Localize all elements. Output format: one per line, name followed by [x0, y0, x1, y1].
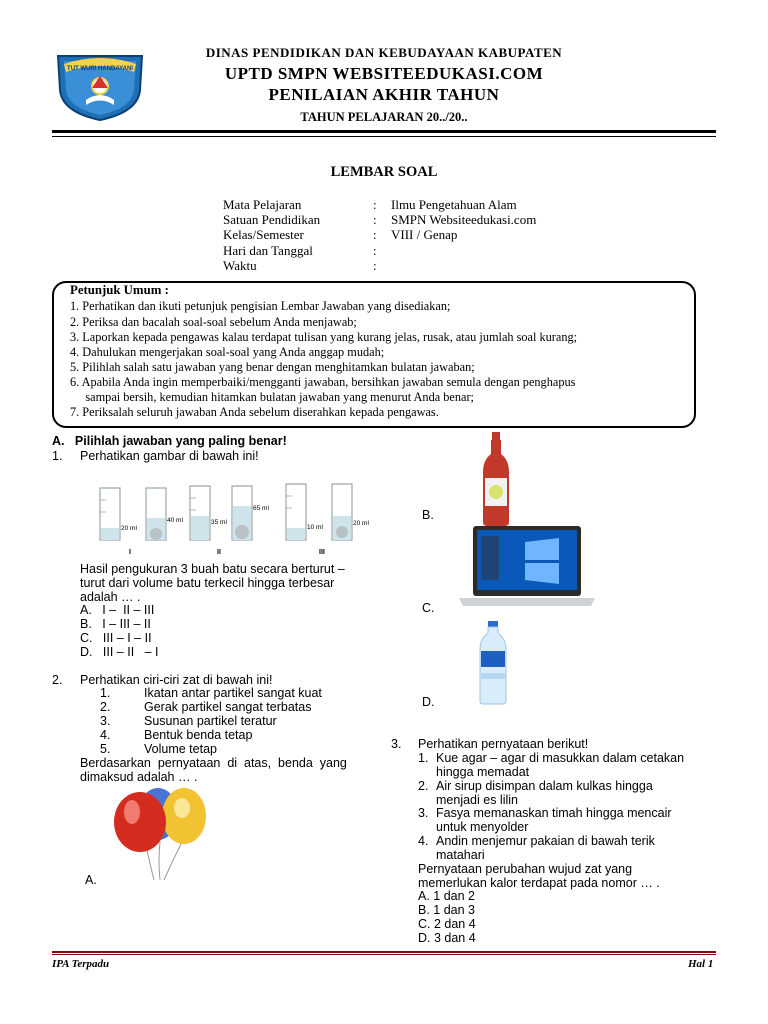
answer-option[interactable]: C.: [422, 601, 435, 615]
laptop-image: [455, 524, 599, 610]
info-label: Kelas/Semester: [223, 227, 304, 242]
question-body: Berdasarkan pernyataan di atas, benda yang: [80, 756, 347, 770]
answer-option[interactable]: D. III – II – I: [80, 645, 159, 659]
info-label: Satuan Pendidikan: [223, 212, 321, 227]
list-text: Andin menjemur pakaian di bawah terik: [436, 834, 655, 848]
list-text: Kue agar – agar di masukkan dalam cetakan: [436, 751, 685, 765]
header-academic-year: TAHUN PELAJARAN 20../20..: [300, 110, 468, 124]
question-number: 2.: [52, 673, 63, 687]
list-number: 2.: [100, 700, 111, 714]
list-text: Susunan partikel teratur: [144, 714, 277, 728]
answer-option[interactable]: D. 3 dan 4: [418, 931, 476, 945]
question-number: 3.: [391, 737, 402, 751]
list-text: Air sirup disimpan dalam kulkas hingga: [436, 779, 653, 793]
cylinder-label: 40 ml: [167, 517, 183, 524]
question-body: dimaksud adalah … .: [80, 770, 198, 784]
cylinder-label: 35 ml: [211, 519, 227, 526]
instructions-title: Petunjuk Umum :: [70, 283, 169, 297]
instruction-item: 6. Apabila Anda ingin memperbaiki/mengganti jawaban, bersihkan jawaban semula dengan penghapus: [70, 375, 576, 389]
list-number: 5.: [100, 742, 111, 756]
list-number: 4.: [100, 728, 111, 742]
instruction-item: sampai bersih, kemudian hitamkan bulatan jawaban yang menurut Anda benar;: [70, 390, 474, 404]
water-bottle-image: [478, 621, 508, 705]
header-divider-thin: [52, 136, 716, 137]
answer-option[interactable]: D.: [422, 695, 435, 709]
list-text: Fasya memanaskan timah hingga mencair: [436, 806, 672, 820]
answer-option[interactable]: B.: [422, 508, 434, 522]
question-body: adalah … .: [80, 590, 141, 604]
instruction-item: 1. Perhatikan dan ikuti petunjuk pengisian Lembar Jawaban yang disediakan;: [70, 299, 451, 313]
instruction-item: 2. Periksa dan bacalah soal-soal sebelum Anda menjawab;: [70, 315, 357, 329]
section-heading: A. Pilihlah jawaban yang paling benar!: [52, 434, 287, 448]
list-number: 2.: [418, 779, 429, 793]
list-text: Gerak partikel sangat terbatas: [144, 700, 312, 714]
info-separator: :: [373, 258, 377, 273]
list-number: 3.: [418, 806, 429, 820]
instruction-item: 5. Pilihlah salah satu jawaban yang benar dengan menghitamkan bulatan jawaban;: [70, 360, 475, 374]
info-value: Ilmu Pengetahuan Alam: [391, 197, 517, 212]
answer-option[interactable]: A. 1 dan 2: [418, 889, 475, 903]
info-label: Mata Pelajaran: [223, 197, 302, 212]
list-text: Ikatan antar partikel sangat kuat: [144, 686, 322, 700]
list-text: hingga memadat: [436, 765, 530, 779]
balloons-image: [108, 784, 212, 884]
list-text: untuk menyolder: [436, 820, 529, 834]
group-label: I: [129, 549, 131, 556]
question-body: memerlukan kalor terdapat pada nomor … .: [418, 876, 660, 890]
cylinder-label: 20 ml: [353, 520, 369, 527]
info-value: VIII / Genap: [391, 227, 458, 242]
syrup-bottle-image: [480, 432, 512, 526]
info-separator: :: [373, 212, 377, 227]
list-number: 1.: [100, 686, 111, 700]
info-separator: :: [373, 227, 377, 242]
list-number: 1.: [418, 751, 429, 765]
header-school-name: UPTD SMPN WEBSITEEDUKASI.COM: [224, 64, 544, 83]
footer-page-number: Hal 1: [688, 958, 714, 970]
question-body: turut dari volume batu terkecil hingga terbesar: [80, 576, 335, 590]
info-label: Waktu: [223, 258, 257, 273]
header-divider-thick: [52, 130, 716, 133]
footer-divider: [52, 951, 716, 953]
cylinder-label: 65 ml: [253, 505, 269, 512]
footer-divider-thin: [52, 954, 716, 955]
question-text: Perhatikan pernyataan berikut!: [418, 737, 589, 751]
list-text: Volume tetap: [144, 742, 217, 756]
answer-option[interactable]: A. I – II – III: [80, 603, 155, 617]
answer-option[interactable]: C. 2 dan 4: [418, 917, 476, 931]
list-text: Bentuk benda tetap: [144, 728, 253, 742]
document-title: LEMBAR SOAL: [330, 164, 438, 180]
logo-text: TUT WURI HANDAYANI: [67, 66, 133, 72]
list-text: matahari: [436, 848, 485, 862]
instruction-item: 3. Laporkan kepada pengawas kalau terdapat tulisan yang kurang jelas, rusak, atau jumlah soal kurang;: [70, 330, 578, 344]
info-separator: :: [373, 197, 377, 212]
question-number: 1.: [52, 449, 63, 463]
answer-option[interactable]: A.: [85, 873, 97, 887]
measuring-cylinders-figure: [96, 476, 369, 560]
list-text: menjadi es lilin: [436, 793, 518, 807]
header-line-1: DINAS PENDIDIKAN DAN KEBUDAYAAN KABUPATEN: [205, 45, 563, 60]
list-number: 3.: [100, 714, 111, 728]
question-body: Pernyataan perubahan wujud zat yang: [418, 862, 633, 876]
question-body: Hasil pengukuran 3 buah batu secara berturut –: [80, 562, 345, 576]
instruction-item: 4. Dahulukan mengerjakan soal-soal yang Anda anggap mudah;: [70, 345, 385, 359]
answer-option[interactable]: B. I – III – II: [80, 617, 151, 631]
answer-option[interactable]: C. III – I – II: [80, 631, 152, 645]
group-label: III: [319, 549, 325, 556]
group-label: II: [217, 549, 221, 556]
info-value: SMPN Websiteedukasi.com: [391, 212, 537, 227]
cylinder-label: 20 ml: [121, 525, 137, 532]
question-text: Perhatikan ciri-ciri zat di bawah ini!: [80, 673, 273, 687]
question-text: Perhatikan gambar di bawah ini!: [80, 449, 259, 463]
header-exam-name: PENILAIAN AKHIR TAHUN: [268, 85, 500, 104]
info-separator: :: [373, 243, 377, 258]
list-number: 4.: [418, 834, 429, 848]
info-label: Hari dan Tanggal: [223, 243, 313, 258]
cylinder-label: 10 ml: [307, 524, 323, 531]
instruction-item: 7. Periksalah seluruh jawaban Anda sebelum diserahkan kepada pengawas.: [70, 405, 439, 419]
answer-option[interactable]: B. 1 dan 3: [418, 903, 475, 917]
footer-subject: IPA Terpadu: [52, 958, 110, 970]
